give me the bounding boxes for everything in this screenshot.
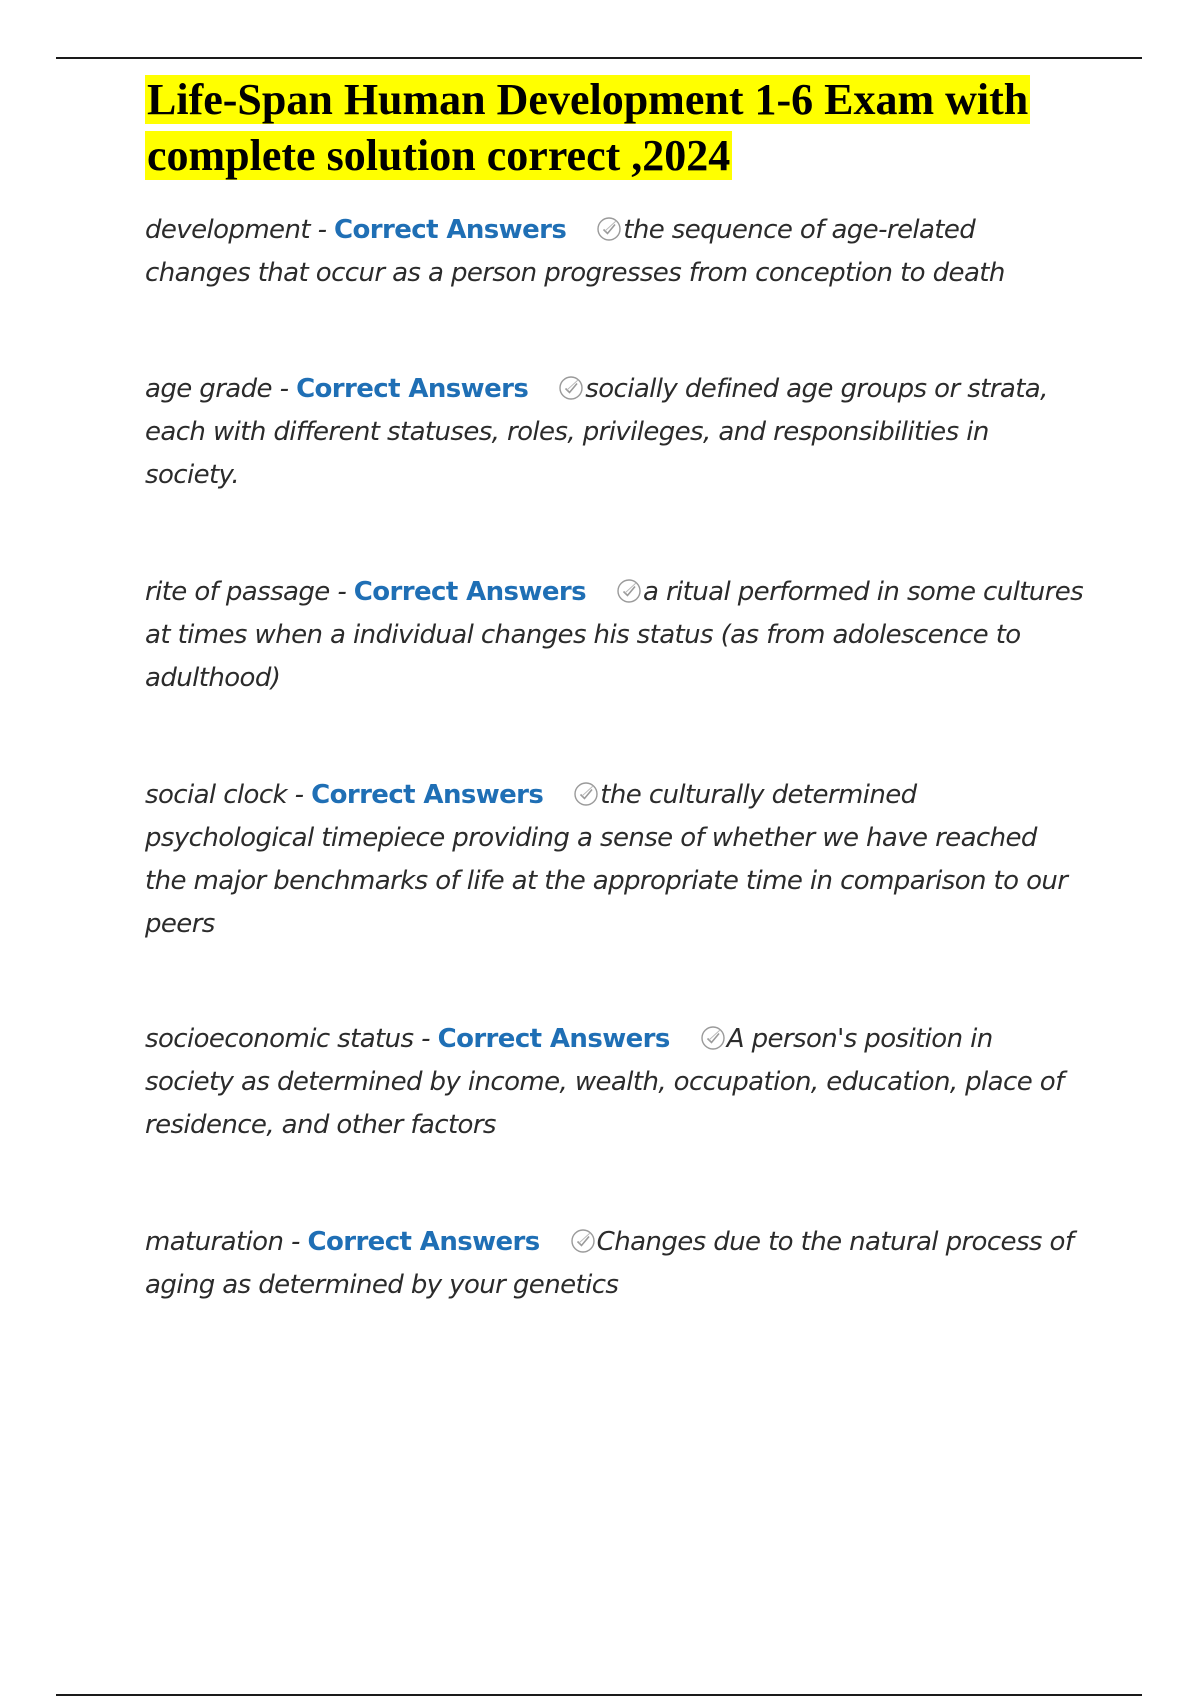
entry-term: rite of passage: [145, 577, 330, 607]
entry-maturation: [145, 1221, 1085, 1307]
entry-separator: -: [286, 780, 312, 810]
check-circle-icon: [700, 1025, 726, 1051]
entry-separator: -: [283, 1227, 308, 1257]
entry-definition: socially defined age groups or strata, each with different statuses, roles, privileges, and responsibilities in society.: [145, 374, 1048, 490]
title-highlight: Life-Span Human Development 1-6 Exam with complete solution correct ,2024: [147, 75, 1029, 180]
top-rule: [56, 57, 1142, 59]
entry-definition: a ritual performed in some cultures at times when a individual changes his status (as from adolescence to adulthood): [145, 577, 1084, 693]
entry-term: socioeconomic status: [145, 1024, 414, 1054]
correct-answers-label: Correct Answers: [296, 374, 529, 404]
document-title: [145, 72, 1075, 184]
entry-definition: A person's position in society as determined by income, wealth, occupation, education, place of residence, and other factors: [145, 1024, 1064, 1140]
correct-answers-label: Correct Answers: [334, 215, 567, 245]
entry-definition: Changes due to the natural process of aging as determined by your genetics: [145, 1227, 1074, 1300]
entry-definition: the culturally determined psychological timepiece providing a sense of whether we have reached the major benchmarks of life at the appropriate time in comparison to our peers: [145, 780, 1068, 939]
entry-separator: -: [413, 1024, 438, 1054]
check-circle-icon: [596, 216, 622, 242]
check-circle-icon: [570, 1228, 596, 1254]
entry-rite-of-passage: [145, 571, 1085, 700]
check-circle-icon: [616, 578, 642, 604]
entry-separator: -: [329, 577, 354, 607]
correct-answers-label: Correct Answers: [307, 1227, 540, 1257]
entry-development: [145, 209, 1085, 295]
entry-definition: the sequence of age-related changes that occur as a person progresses from conception to death: [145, 215, 1005, 288]
entry-age-grade: [145, 368, 1085, 497]
check-circle-icon: [573, 781, 599, 807]
entry-term: maturation: [145, 1227, 284, 1257]
entry-separator: -: [309, 215, 335, 245]
entry-social-clock: [145, 774, 1085, 946]
correct-answers-label: Correct Answers: [311, 780, 544, 810]
entry-term: age grade: [145, 374, 272, 404]
entry-socioeconomic-status: [145, 1018, 1085, 1147]
check-circle-icon: [558, 375, 584, 401]
entry-term: social clock: [145, 780, 287, 810]
entry-separator: -: [271, 374, 297, 404]
correct-answers-label: Correct Answers: [353, 577, 586, 607]
correct-answers-label: Correct Answers: [437, 1024, 670, 1054]
entry-term: development: [145, 215, 310, 245]
bottom-rule: [56, 1694, 1142, 1696]
